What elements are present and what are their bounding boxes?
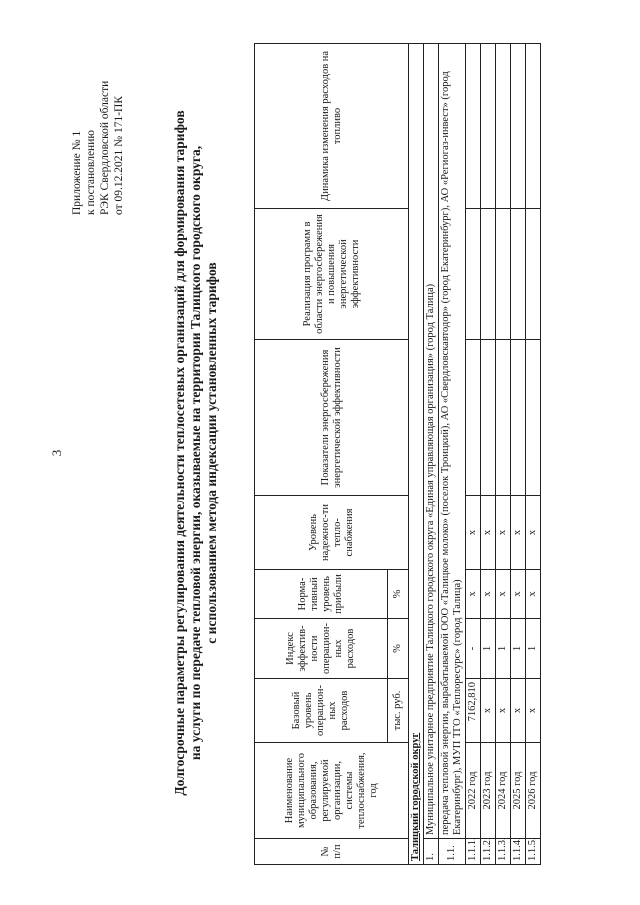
row-energy-indicators	[526, 340, 541, 496]
row-num: 1.1.3.	[496, 839, 511, 865]
org-name: Муниципальное унитарное предприятие Талицкого городского округа «Единая управляющая организация» (город Талица)	[424, 44, 439, 839]
row-index: 1	[511, 619, 526, 679]
row-base: x	[481, 679, 496, 743]
row-energy-indicators	[511, 340, 526, 496]
row-index: 1	[481, 619, 496, 679]
header-name: Наименование муниципального образования, регулируемой организации, системы теплоснабжения, год	[255, 743, 409, 839]
table-row	[496, 44, 511, 865]
appendix-line: от 09.12.2021 № 171-ПК	[113, 95, 125, 215]
row-programs	[481, 209, 496, 340]
row-base: 7162,810	[466, 679, 481, 743]
system-num: 1.1.	[439, 839, 466, 865]
row-base: x	[511, 679, 526, 743]
system-row	[439, 44, 466, 865]
header-energy-indicators: Показатели энергосбережения энергетической эффективности	[255, 340, 409, 496]
row-reliability: x	[526, 496, 541, 570]
unit-index: %	[388, 619, 409, 679]
row-profit: x	[526, 570, 541, 619]
row-programs	[526, 209, 541, 340]
row-dynamics	[496, 44, 511, 209]
system-name: передача тепловой энергии, вырабатываемой ООО «Талицкое молоко» (поселок Троицкий), АО «Свердловскавтодор» (город Екатеринбург), АО «Региогаз-инвест» (город Екатеринбург), МУП ТГО «Теплоресурс» (город Талица)	[439, 44, 466, 839]
row-profit: x	[481, 570, 496, 619]
appendix-line: РЭК Свердловской области	[99, 80, 111, 215]
header-reliability: Уровень надежнос-ти тепло-снабжения	[255, 496, 409, 570]
row-energy-indicators	[496, 340, 511, 496]
row-dynamics	[466, 44, 481, 209]
row-dynamics	[511, 44, 526, 209]
row-profit: x	[511, 570, 526, 619]
appendix-line: к постановлению	[85, 130, 97, 215]
table-row	[466, 44, 481, 865]
row-reliability: x	[511, 496, 526, 570]
row-num: 1.1.4.	[511, 839, 526, 865]
section-row	[409, 44, 424, 865]
row-base: x	[526, 679, 541, 743]
appendix-line: Приложение № 1	[71, 130, 83, 215]
header-dynamics: Динамика изменения расходов на топливо	[255, 44, 409, 209]
row-num: 1.1.1.	[466, 839, 481, 865]
title-line: на услуги по передаче тепловой энергии, оказываемые на территории Талицкого городского округа,	[188, 145, 203, 761]
header-programs: Реализация программ в области энергосбережения и повышения энергетической эффективности	[255, 209, 409, 340]
unit-base: тыс. руб.	[388, 679, 409, 743]
row-year: 2024 год	[496, 743, 511, 839]
table-row	[481, 44, 496, 865]
row-programs	[511, 209, 526, 340]
row-year: 2026 год	[526, 743, 541, 839]
row-num: 1.1.5.	[526, 839, 541, 865]
document-title	[172, 39, 220, 867]
header-base: Базовый уровень операцион-ных расходов	[255, 679, 388, 743]
row-year: 2023 год	[481, 743, 496, 839]
row-base: x	[496, 679, 511, 743]
row-dynamics	[481, 44, 496, 209]
header-index: Индекс эффектив-ности операцион-ных расходов	[255, 619, 388, 679]
table-row	[511, 44, 526, 865]
page-number: 3	[49, 449, 64, 457]
parameters-table	[254, 43, 541, 865]
header-row	[255, 44, 388, 865]
row-energy-indicators	[481, 340, 496, 496]
row-profit: x	[496, 570, 511, 619]
row-index: 1	[526, 619, 541, 679]
unit-profit: %	[388, 570, 409, 619]
row-dynamics	[526, 44, 541, 209]
title-line: Долгосрочные параметры регулирования деятельности теплосетевых организаций для формирования тарифов	[172, 110, 187, 796]
table-row	[526, 44, 541, 865]
row-num: 1.1.2.	[481, 839, 496, 865]
org-row	[424, 44, 439, 865]
row-index: -	[466, 619, 481, 679]
appendix-block	[70, 81, 126, 215]
section-title: Талицкий городской округ	[409, 44, 424, 865]
row-reliability: x	[466, 496, 481, 570]
row-programs	[466, 209, 481, 340]
row-programs	[496, 209, 511, 340]
row-reliability: x	[481, 496, 496, 570]
row-year: 2022 год	[466, 743, 481, 839]
row-reliability: x	[496, 496, 511, 570]
header-profit: Норма-тивный уровень прибыли	[255, 570, 388, 619]
row-profit: x	[466, 570, 481, 619]
title-line: с использованием метода индексации установленных тарифов	[204, 262, 219, 644]
header-num: № п/п	[255, 839, 409, 865]
row-index: 1	[496, 619, 511, 679]
row-energy-indicators	[466, 340, 481, 496]
org-num: 1.	[424, 839, 439, 865]
row-year: 2025 год	[511, 743, 526, 839]
